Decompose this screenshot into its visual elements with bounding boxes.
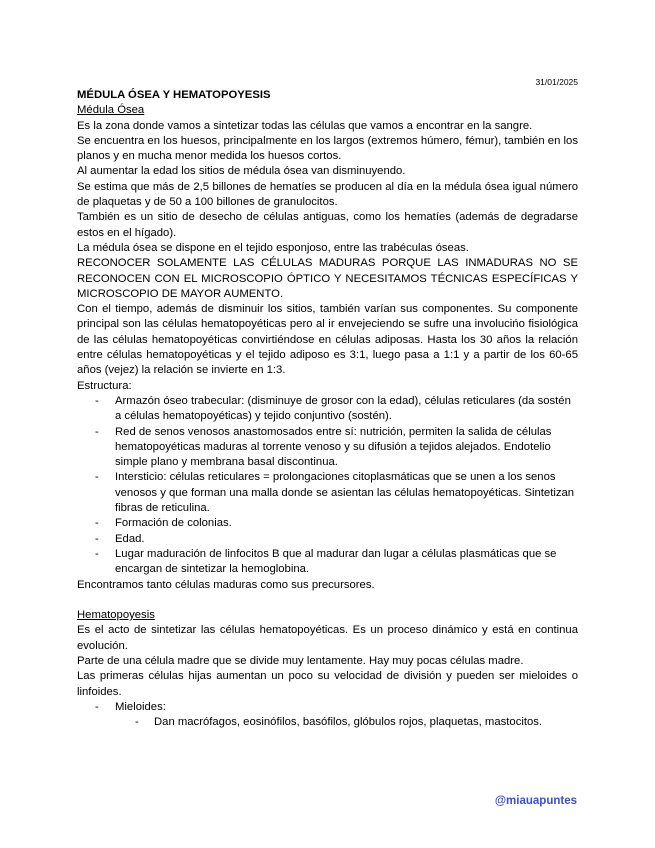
list-item: - Formación de colonias. [115,516,578,531]
spacer [77,593,578,608]
list-item: - Lugar maduración de linfocitos B que al madurar dan lugar a células plasmáticas que se encargan de sintetizar la hemoglobina. [115,547,578,578]
author-handle: @miauapuntes [494,795,577,807]
paragraph: Las primeras células hijas aumentan un poco su velocidad de división y pueden ser mieloides o linfoides. [77,670,578,698]
structure-label: Estructura: [77,379,132,392]
paragraph: Es la zona donde vamos a sintetizar todas las células que vamos a encontrar en la sangre. [77,119,533,132]
paragraph: Al aumentar la edad los sitios de médula ósea van disminuyendo. [77,165,406,178]
paragraph: También es un sitio de desecho de células antiguas, como los hematíes (además de degradarse estos en el hígado). [77,211,578,239]
list-item [115,700,578,731]
section-heading-medula-osea: Médula Ósea [77,104,145,117]
list-item: - Armazón óseo trabecular: (disminuye de grosor con la edad), células reticulares (da sostén a células hematopoyéticas) y tejido conjuntivo (sostén). [115,394,578,425]
paragraph: Se estima que más de 2,5 billones de hematíes se producen al día en la médula ósea igual número de plaquetas y de 50 a 100 billones de granulocitos. [77,180,578,209]
paragraph: Encontramos tanto células maduras como sus precursores. [77,578,375,591]
document-content [77,88,578,730]
sub-list [115,715,578,730]
list-item: - Intersticio: células reticulares = prolongaciones citoplasmáticas que se unen a los senos venosos y que forman una malla donde se asientan las células hematopoyéticas. Sintetizan fibras de reticulina. [115,470,578,516]
sub-list-item: - Dan macrófagos, eosinófilos, basófilos, glóbulos rojos, plaquetas, mastocitos. [154,715,578,730]
paragraph: La médula ósea se dispone en el tejido esponjoso, entre las trabéculas óseas. [77,241,469,254]
list-item: - Red de senos venosos anastomosados entre sí: nutrición, permiten la salida de células hematopoyéticas maduras al torrente venoso y su difusión a tejidos alejados. Endotelio simple plano y membrana basal discontinua. [115,425,578,471]
paragraph: Parte de una célula madre que se divide muy lentamente. Hay muy pocas células madre. [77,654,524,667]
paragraph: Con el tiempo, además de disminuir los sitios, también varían sus componentes. Su componente principal son las células hematopoyéticas pero al ir envejeciendo se sufre una involucińo fisiológica de las células hematopoyéticas convirtiéndose en células adiposas. Hasta los 30 años la relación entre células hematopoyéticas y el tejido adiposo es 3:1, luego pasa a 1:1 y a partir de los 60-65 años (vejez) la relación se invierte en 1:3. [77,303,578,377]
list-item: - Edad. [115,532,578,547]
list-item-label: Mieloides: [115,700,166,713]
structure-list [77,394,578,578]
document-date: 31/01/2025 [535,77,578,87]
lineage-list [77,700,578,731]
paragraph: Es el acto de sintetizar las células hematopoyéticas. Es un proceso dinámico y está en continua evolución. [77,624,578,652]
paragraph: Se encuentra en los huesos, principalmente en los largos (extremos húmero, fémur), también en los planos y en mucha menor medida los huesos cortos. [77,134,578,163]
paragraph-uppercase-note: RECONOCER SOLAMENTE LAS CÉLULAS MADURAS PORQUE LAS INMADURAS NO SE RECONOCEN CON EL MICROSCOPIO ÓPTICO Y NECESITAMOS TÉCNICAS ESPECÍFICAS Y MICROSCOPIO DE MAYOR AUMENTO. [77,257,578,300]
document-title: MÉDULA ÓSEA Y HEMATOPOYESIS [77,89,271,101]
section-heading-hematopoyesis: Hematopoyesis [77,609,155,622]
